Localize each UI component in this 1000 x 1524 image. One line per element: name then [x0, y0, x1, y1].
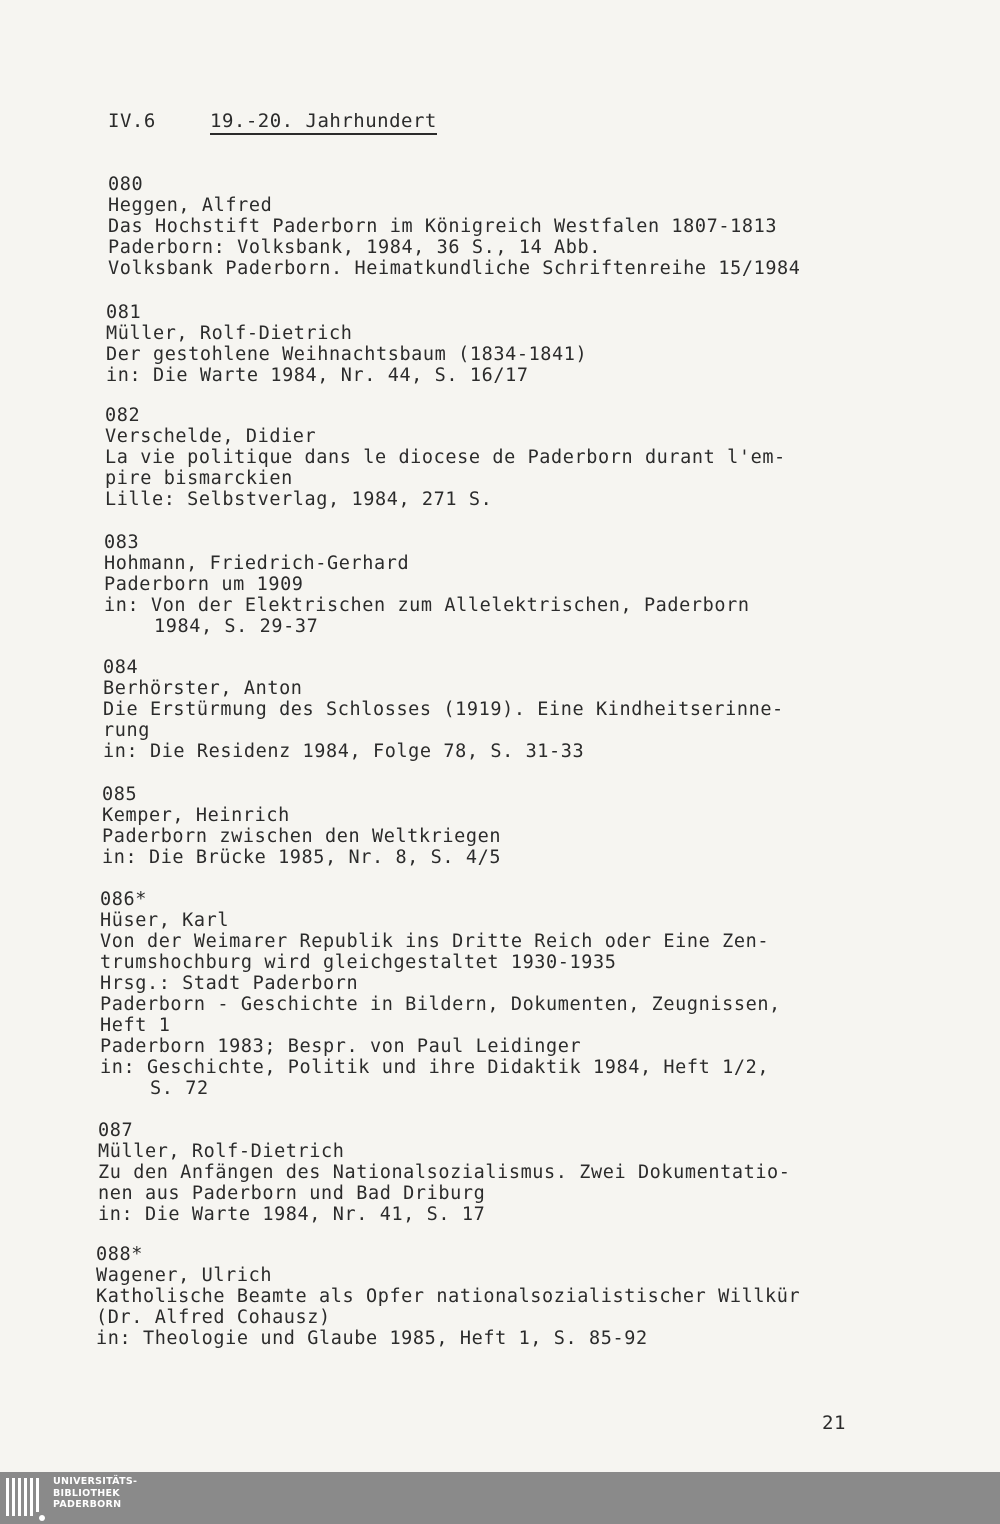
entry-082: [105, 405, 786, 510]
section-number: IV.6: [108, 110, 156, 132]
entry-number: 080: [108, 174, 144, 195]
entry-line: Lille: Selbstverlag, 1984, 271 S.: [105, 489, 493, 510]
entry-line: in: Die Brücke 1985, Nr. 8, S. 4/5: [102, 847, 502, 868]
library-footer-bar: [0, 1472, 1000, 1524]
entry-title: Zu den Anfängen des Nationalsozialismus. Zwei Dokumentatio-: [98, 1162, 791, 1183]
library-logo-text: [53, 1476, 137, 1511]
entry-title: trumshochburg wird gleichgestaltet 1930-1935: [100, 952, 617, 973]
entry-title: Die Erstürmung des Schlosses (1919). Eine Kindheitserinne-: [103, 699, 784, 720]
entry-title: pire bismarckien: [105, 468, 293, 489]
section-title: 19.-20. Jahrhundert: [210, 110, 437, 135]
entry-title: Paderborn zwischen den Weltkriegen: [102, 826, 502, 847]
entry-087: [98, 1120, 791, 1225]
entry-line: in: Die Warte 1984, Nr. 44, S. 16/17: [106, 365, 529, 386]
entry-088: [96, 1244, 800, 1349]
entry-title: Das Hochstift Paderborn im Königreich Westfalen 1807-1813: [108, 216, 778, 237]
entry-title: Der gestohlene Weihnachtsbaum (1834-1841): [106, 344, 588, 365]
entry-author: Wagener, Ulrich: [96, 1265, 273, 1286]
entry-080: [108, 174, 801, 279]
entry-line: Paderborn - Geschichte in Bildern, Dokumenten, Zeugnissen,: [100, 994, 781, 1015]
entry-line: in: Geschichte, Politik und ihre Didaktik 1984, Heft 1/2,: [100, 1057, 770, 1078]
entry-author: Müller, Rolf-Dietrich: [106, 323, 353, 344]
page-number: 21: [822, 1412, 846, 1434]
entry-title: La vie politique dans le diocese de Paderborn durant l'em-: [105, 447, 786, 468]
entry-081: [106, 302, 587, 386]
logo-line: UNIVERSITÄTS-: [53, 1476, 138, 1487]
entry-line: Hrsg.: Stadt Paderborn: [100, 973, 359, 994]
entry-title: Paderborn um 1909: [104, 574, 304, 595]
entry-author: Verschelde, Didier: [105, 426, 317, 447]
entry-number: 086*: [100, 889, 147, 910]
entry-number: 083: [104, 532, 140, 553]
entry-title: Von der Weimarer Republik ins Dritte Reich oder Eine Zen-: [100, 931, 770, 952]
entry-line: in: Theologie und Glaube 1985, Heft 1, S. 85-92: [96, 1328, 648, 1349]
entry-086: [100, 889, 781, 1099]
entry-line: in: Die Warte 1984, Nr. 41, S. 17: [98, 1204, 486, 1225]
entry-line: in: Von der Elektrischen zum Allelektrischen, Paderborn: [104, 595, 750, 616]
logo-line: BIBLIOTHEK: [53, 1487, 120, 1499]
entry-title: rung: [103, 720, 150, 741]
entry-author: Hüser, Karl: [100, 910, 230, 931]
entry-number: 085: [102, 784, 138, 805]
entry-number: 081: [106, 302, 142, 323]
entry-author: Berhörster, Anton: [103, 678, 303, 699]
entry-line: Paderborn: Volksbank, 1984, 36 S., 14 Abb.: [108, 237, 601, 258]
logo-line: PADERBORN: [53, 1499, 122, 1510]
library-logo-icon: [4, 1472, 50, 1524]
entry-number: 084: [103, 657, 139, 678]
entry-085: [102, 784, 501, 868]
entry-author: Müller, Rolf-Dietrich: [98, 1141, 345, 1162]
entry-title: (Dr. Alfred Cohausz): [96, 1307, 331, 1328]
entry-line: S. 72: [150, 1078, 209, 1099]
entry-author: Heggen, Alfred: [108, 195, 273, 216]
entry-number: 087: [98, 1120, 134, 1141]
entry-line: Volksbank Paderborn. Heimatkundliche Schriftenreihe 15/1984: [108, 258, 801, 279]
entry-line: Heft 1: [100, 1015, 171, 1036]
entry-author: Kemper, Heinrich: [102, 805, 290, 826]
entry-084: [103, 657, 784, 762]
entry-line: 1984, S. 29-37: [154, 616, 319, 637]
entry-author: Hohmann, Friedrich-Gerhard: [104, 553, 410, 574]
entry-number: 088*: [96, 1244, 143, 1265]
entry-number: 082: [105, 405, 141, 426]
entry-title: Katholische Beamte als Opfer nationalsozialistischer Willkür: [96, 1286, 801, 1307]
entry-line: Paderborn 1983; Bespr. von Paul Leidinger: [100, 1036, 582, 1057]
entry-083: [104, 532, 750, 637]
entry-line: in: Die Residenz 1984, Folge 78, S. 31-33: [103, 741, 585, 762]
section-header: [108, 110, 437, 132]
entry-title: nen aus Paderborn und Bad Driburg: [98, 1183, 486, 1204]
